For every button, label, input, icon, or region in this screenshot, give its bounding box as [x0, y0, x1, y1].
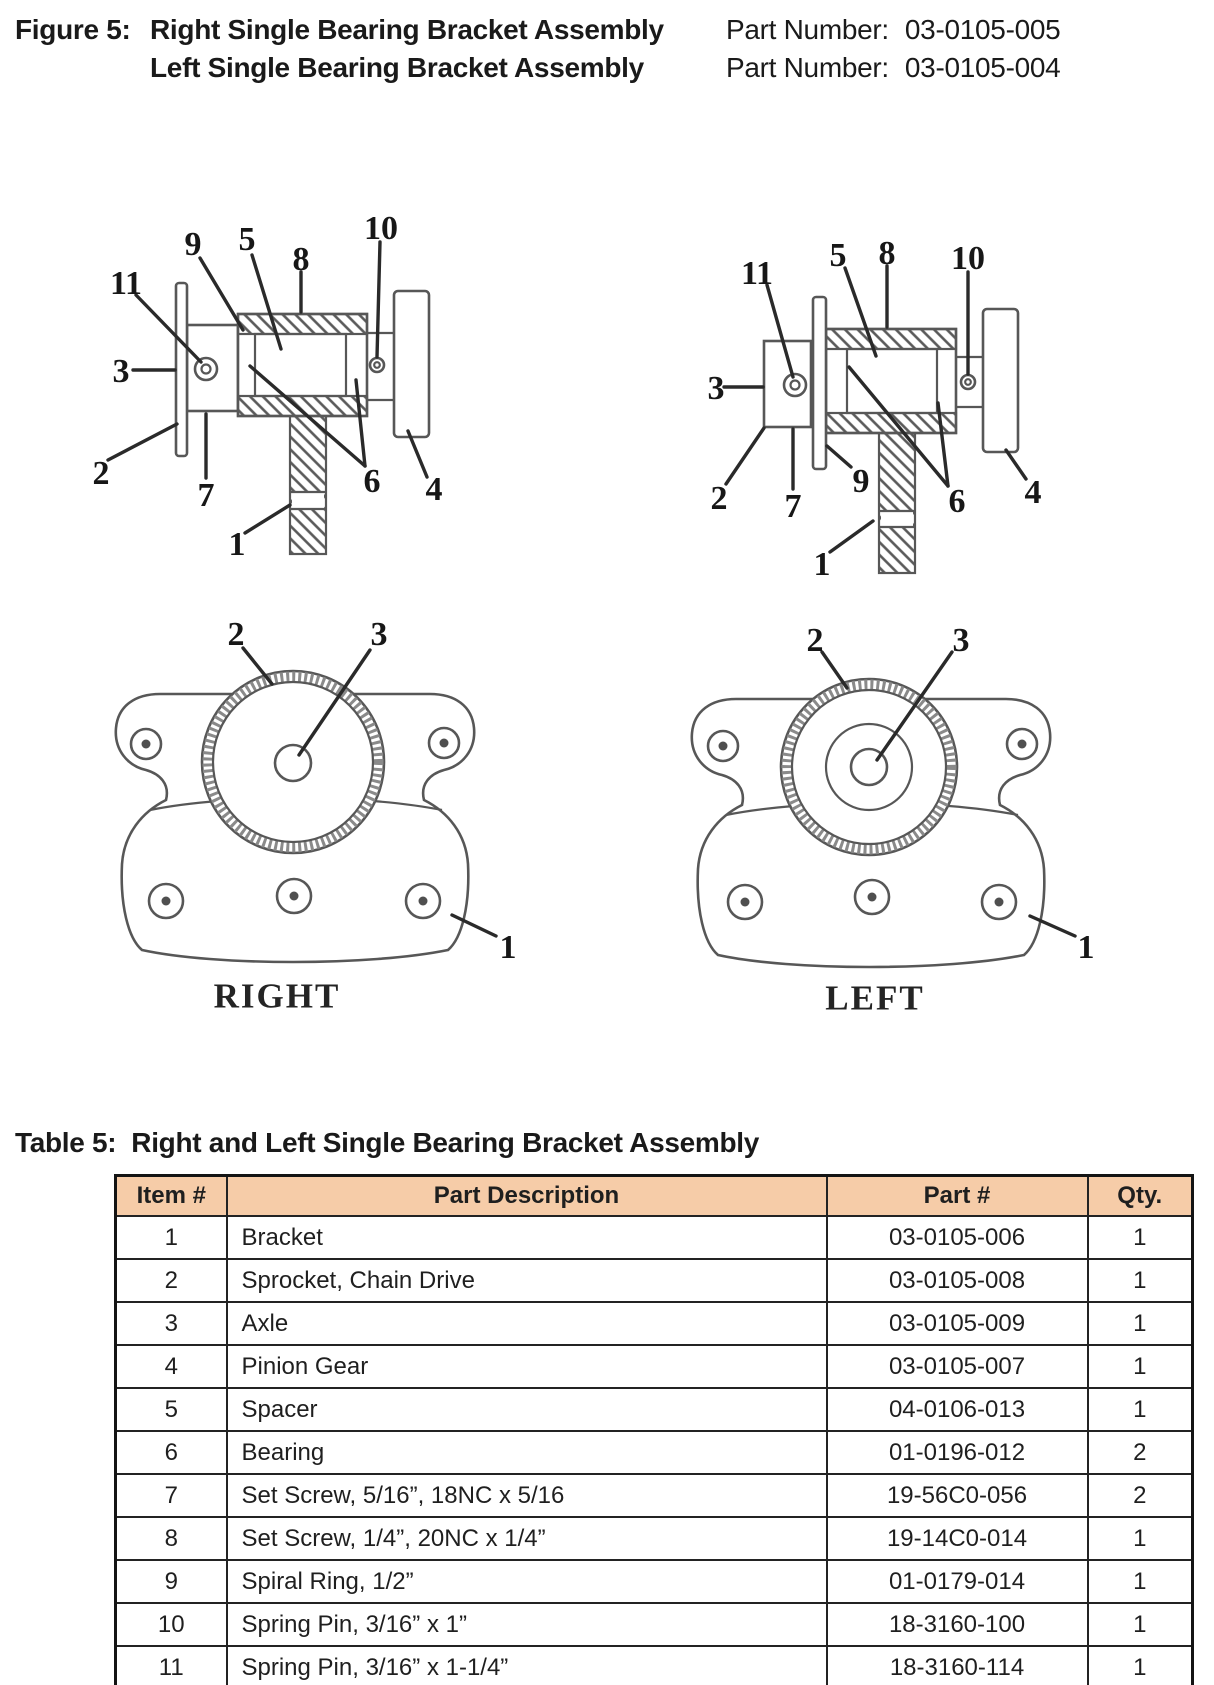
part-number-cell: 19-14C0-014	[827, 1517, 1088, 1560]
item-column-header: Item #	[116, 1176, 227, 1217]
qty-column-header: Qty.	[1088, 1176, 1193, 1217]
table-row	[116, 1560, 1193, 1603]
description-cell: Sprocket, Chain Drive	[227, 1259, 827, 1302]
parts-table-header	[116, 1176, 1193, 1217]
right-bottom-view	[116, 616, 517, 1015]
callout-8-label: 8	[878, 234, 896, 272]
part-number-cell: 18-3160-100	[827, 1603, 1088, 1646]
spring-pin-hole	[370, 358, 384, 372]
callout-6-label: 6	[948, 482, 966, 520]
description-cell: Axle	[227, 1302, 827, 1345]
callout-3-label: 3	[707, 369, 725, 407]
callout-9-label: 9	[852, 462, 870, 500]
table-row	[116, 1517, 1193, 1560]
callout-4-label: 4	[1024, 473, 1042, 511]
item-cell: 3	[116, 1302, 227, 1345]
callout-2-label: 2	[92, 454, 110, 492]
callout-6-label: 6	[363, 462, 381, 500]
description-cell: Set Screw, 1/4”, 20NC x 1/4”	[227, 1517, 827, 1560]
callout-2-label: 2	[227, 615, 245, 653]
callout-1-label: 1	[1077, 928, 1095, 966]
table-row	[116, 1259, 1193, 1302]
item-cell: 4	[116, 1345, 227, 1388]
housing-top-band	[238, 314, 367, 334]
callout-10-label: 10	[364, 209, 398, 247]
right-exploded-view	[93, 210, 443, 563]
part-number-cell: 01-0179-014	[827, 1560, 1088, 1603]
bracket-arm-gap	[881, 511, 913, 527]
part-number-column-header: Part #	[827, 1176, 1088, 1217]
qty-cell: 1	[1088, 1216, 1193, 1259]
item-cell: 1	[116, 1216, 227, 1259]
callout-8-label: 8	[292, 240, 310, 278]
part-number-cell: 03-0105-006	[827, 1216, 1088, 1259]
item-cell: 9	[116, 1560, 227, 1603]
callout-3-label: 3	[112, 352, 130, 390]
left-bottom-view	[692, 622, 1095, 1017]
table-row	[116, 1603, 1193, 1646]
description-cell: Bracket	[227, 1216, 827, 1259]
callout-3-label: 3	[370, 615, 388, 653]
table-row	[116, 1388, 1193, 1431]
item-cell: 5	[116, 1388, 227, 1431]
description-cell: Spring Pin, 3/16” x 1-1/4”	[227, 1646, 827, 1685]
parts-table	[114, 1174, 1194, 1685]
part-number-cell: 03-0105-008	[827, 1259, 1088, 1302]
description-cell: Spiral Ring, 1/2”	[227, 1560, 827, 1603]
sprocket-plate-shape	[813, 297, 826, 469]
description-column-header: Part Description	[227, 1176, 827, 1217]
qty-cell: 1	[1088, 1603, 1193, 1646]
callout-2-label: 2	[710, 479, 728, 517]
part-number-value-1: 03-0105-005	[904, 14, 1061, 45]
qty-cell: 1	[1088, 1388, 1193, 1431]
bracket-arm-shape	[290, 416, 326, 554]
callout-1-label: 1	[499, 928, 517, 966]
item-cell: 11	[116, 1646, 227, 1685]
parts-table-body	[116, 1216, 1193, 1685]
figure-label: Figure 5:	[15, 14, 131, 45]
qty-cell: 1	[1088, 1259, 1193, 1302]
sprocket-plate-shape	[176, 283, 187, 456]
callout-4-label: 4	[425, 470, 443, 508]
left-view-label: LEFT	[825, 978, 925, 1018]
item-cell: 2	[116, 1259, 227, 1302]
axle-hole	[275, 745, 311, 781]
qty-cell: 1	[1088, 1517, 1193, 1560]
right-view-label: RIGHT	[213, 976, 341, 1016]
left-exploded-view	[708, 235, 1042, 583]
pinion-gear-shape	[394, 291, 429, 437]
qty-cell: 1	[1088, 1560, 1193, 1603]
callout-3-label: 3	[952, 621, 970, 659]
callout-10-label: 10	[951, 239, 985, 277]
qty-cell: 1	[1088, 1646, 1193, 1685]
table-row	[116, 1302, 1193, 1345]
table-title: Table 5: Right and Left Single Bearing Bracket Assembly	[15, 1127, 760, 1158]
item-cell: 6	[116, 1431, 227, 1474]
header-row	[116, 1176, 1193, 1217]
qty-cell: 2	[1088, 1431, 1193, 1474]
description-cell: Set Screw, 5/16”, 18NC x 5/16	[227, 1474, 827, 1517]
callout-5-label: 5	[238, 220, 256, 258]
figure-title-line2: Left Single Bearing Bracket Assembly	[150, 52, 644, 83]
description-cell: Spring Pin, 3/16” x 1”	[227, 1603, 827, 1646]
part-number-cell: 03-0105-007	[827, 1345, 1088, 1388]
qty-cell: 1	[1088, 1302, 1193, 1345]
bracket-arm-shape	[879, 433, 915, 573]
item-cell: 7	[116, 1474, 227, 1517]
part-number-cell: 19-56C0-056	[827, 1474, 1088, 1517]
callout-5-label: 5	[829, 236, 847, 274]
description-cell: Pinion Gear	[227, 1345, 827, 1388]
table-row	[116, 1345, 1193, 1388]
item-cell: 10	[116, 1603, 227, 1646]
callout-2-label: 2	[806, 621, 824, 659]
callout-11-label: 11	[109, 264, 143, 302]
callout-11-label: 11	[740, 254, 774, 292]
part-number-label-2: Part Number:	[726, 52, 889, 83]
part-number-cell: 18-3160-114	[827, 1646, 1088, 1685]
callout-1-label: 1	[228, 525, 246, 563]
table-row	[116, 1646, 1193, 1685]
part-number-cell: 01-0196-012	[827, 1431, 1088, 1474]
part-number-cell: 04-0106-013	[827, 1388, 1088, 1431]
qty-cell: 2	[1088, 1474, 1193, 1517]
spring-pin-hole	[961, 375, 975, 389]
qty-cell: 1	[1088, 1345, 1193, 1388]
table-row	[116, 1474, 1193, 1517]
spring-pin-hole	[784, 374, 806, 396]
pinion-gear-shape	[983, 309, 1018, 452]
table-row	[116, 1216, 1193, 1259]
figure-title-line1: Right Single Bearing Bracket Assembly	[150, 14, 664, 45]
bracket-arm-gap	[292, 492, 324, 509]
item-cell: 8	[116, 1517, 227, 1560]
description-cell: Bearing	[227, 1431, 827, 1474]
part-number-cell: 03-0105-009	[827, 1302, 1088, 1345]
callout-7-label: 7	[784, 487, 802, 525]
callout-9-label: 9	[184, 225, 202, 263]
callout-7-label: 7	[197, 476, 215, 514]
part-number-label-1: Part Number:	[726, 14, 889, 45]
callout-1-label: 1	[813, 545, 831, 583]
housing-top-band	[826, 329, 956, 349]
part-number-value-2: 03-0105-004	[904, 52, 1061, 83]
table-row	[116, 1431, 1193, 1474]
description-cell: Spacer	[227, 1388, 827, 1431]
